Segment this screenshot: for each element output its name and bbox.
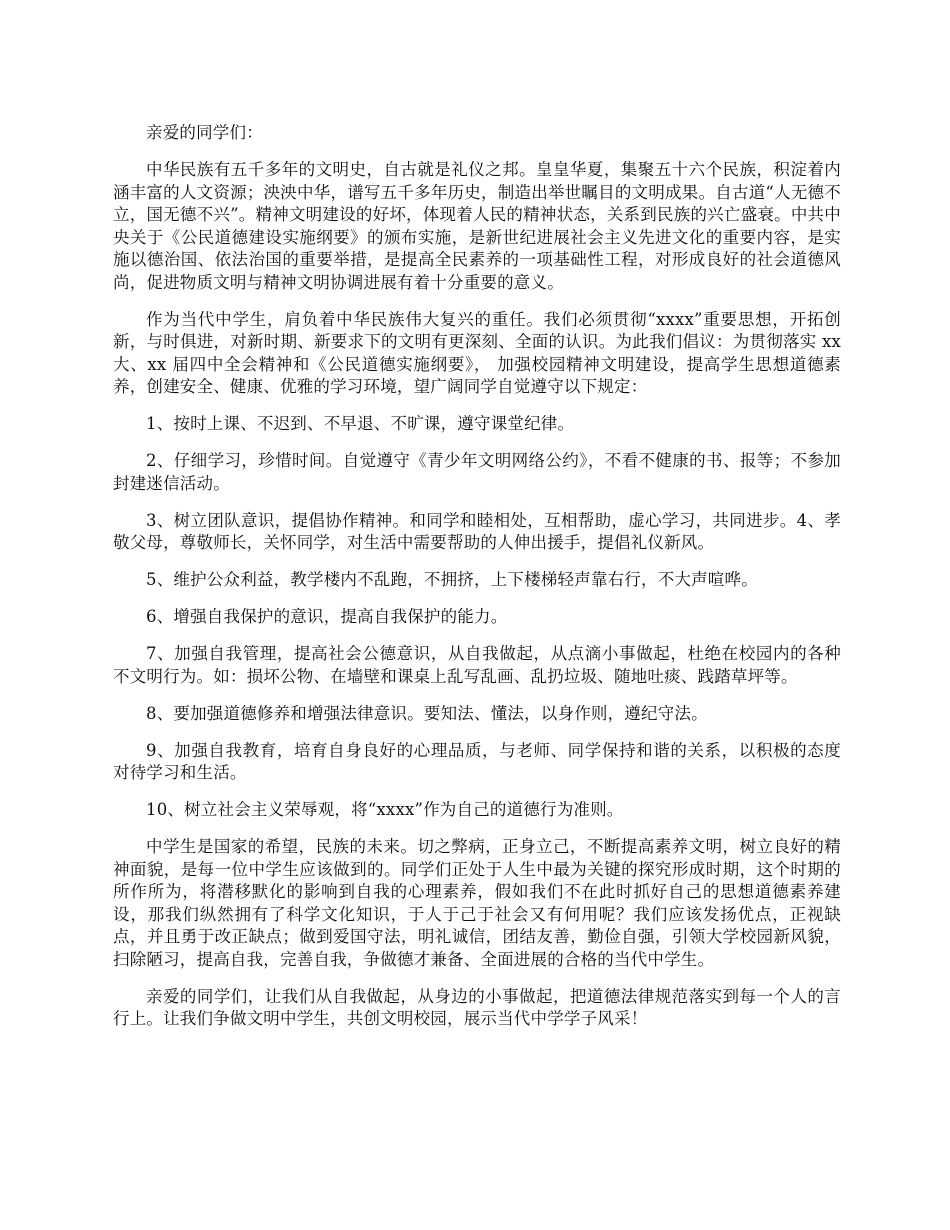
rule-item-5: 5、维护公众利益，教学楼内不乱跑，不拥挤，上下楼梯轻声靠右行，不大声喧哗。 [146, 570, 758, 589]
rule-item-2: 2、仔细学习，珍惜时间。自觉遵守《青少年文明网络公约》，不看不健康的书、报等；不参加封建迷信活动。 [113, 451, 841, 493]
paragraph-proposal: 作为当代中学生，肩负着中华民族伟大复兴的重任。我们必须贯彻“xxxx”重要思想，开拓创新，与时俱进，对新时期、新要求下的文明有更深刻、全面的认识。为此我们倡议：为贯彻落实 xx 大、xx 届四中全会精神和《公民道德实施纲要》， 加强校园精神文明建设，提高学生思想道德素养，创建安全、健康、优雅的学习环境，望广阔同学自觉遵守以下规定： [113, 309, 841, 396]
rule-item-3-4: 3、树立团队意识，提倡协作精神。和同学和睦相处，互相帮助，虚心学习，共同进步。4、孝敬父母，尊敬师长，关怀同学，对生活中需要帮助的人伸出援手，提倡礼仪新风。 [113, 510, 841, 552]
document-body [113, 122, 841, 1045]
paragraph-students-future: 中学生是国家的希望，民族的未来。切之弊病，正身立己，不断提高素养文明，树立良好的精神面貌，是每一位中学生应该做到的。同学们正处于人生中最为关键的探究形成时期，这个时期的所作所为，将潜移默化的影响到自我的心理素养，假如我们不在此时抓好自己的思想道德素养建设，那我们纵然拥有了科学文化知识，于人于己于社会又有何用呢？我们应该发扬优点，正视缺点，并且勇于改正缺点；做到爱国守法，明礼诚信，团结友善，勤俭自强，引领大学校园新风貌，扫除陋习，提高自我，完善自我，争做德才兼备、全面进展的合格的当代中学生。 [113, 837, 841, 969]
rule-item-10: 10、树立社会主义荣辱观，将“xxxx”作为自己的道德行为准则。 [146, 800, 624, 819]
paragraph-intro-civilization: 中华民族有五千多年的文明史，自古就是礼仪之邦。皇皇华夏，集聚五十六个民族，积淀着内涵丰富的人文资源；泱泱中华，谱写五千多年历史，制造出举世瞩目的文明成果。自古道“人无德不立，国无德不兴”。精神文明建设的好坏，体现着人民的精神状态，关系到民族的兴亡盛衰。中共中央关于《公民道德建设实施纲要》的颁布实施，是新世纪进展社会主义先进文化的重要内容，是实施以德治国、依法治国的重要举措，是提高全民素养的一项基础性工程，对形成良好的社会道德风尚，促进物质文明与精神文明协调进展有着十分重要的意义。 [113, 160, 841, 292]
rule-item-8: 8、要加强道德修养和增强法律意识。要知法、懂法，以身作则，遵纪守法。 [146, 703, 708, 723]
rule-item-1: 1、按时上课、不迟到、不早退、不旷课，遵守课堂纪律。 [146, 414, 575, 433]
rule-item-9: 9、加强自我教育，培育自身良好的心理品质，与老师、同学保持和谐的关系，以积极的态度对待学习和生活。 [113, 740, 841, 782]
paragraph-closing-call: 亲爱的同学们，让我们从自我做起，从身边的小事做起，把道德法律规范落实到每一个人的言行上。让我们争做文明中学生，共创文明校园，展示当代中学学子风采！ [113, 986, 841, 1028]
rule-item-7: 7、加强自我管理，提高社会公德意识，从自我做起，从点滴小事做起，杜绝在校园内的各种不文明行为。如：损坏公物、在墙壁和课桌上乱写乱画、乱扔垃圾、随地吐痰、践踏草坪等。 [113, 644, 841, 686]
salutation: 亲爱的同学们： [146, 123, 263, 142]
rule-item-6: 6、增强自我保护的意识，提高自我保护的能力。 [146, 607, 508, 626]
